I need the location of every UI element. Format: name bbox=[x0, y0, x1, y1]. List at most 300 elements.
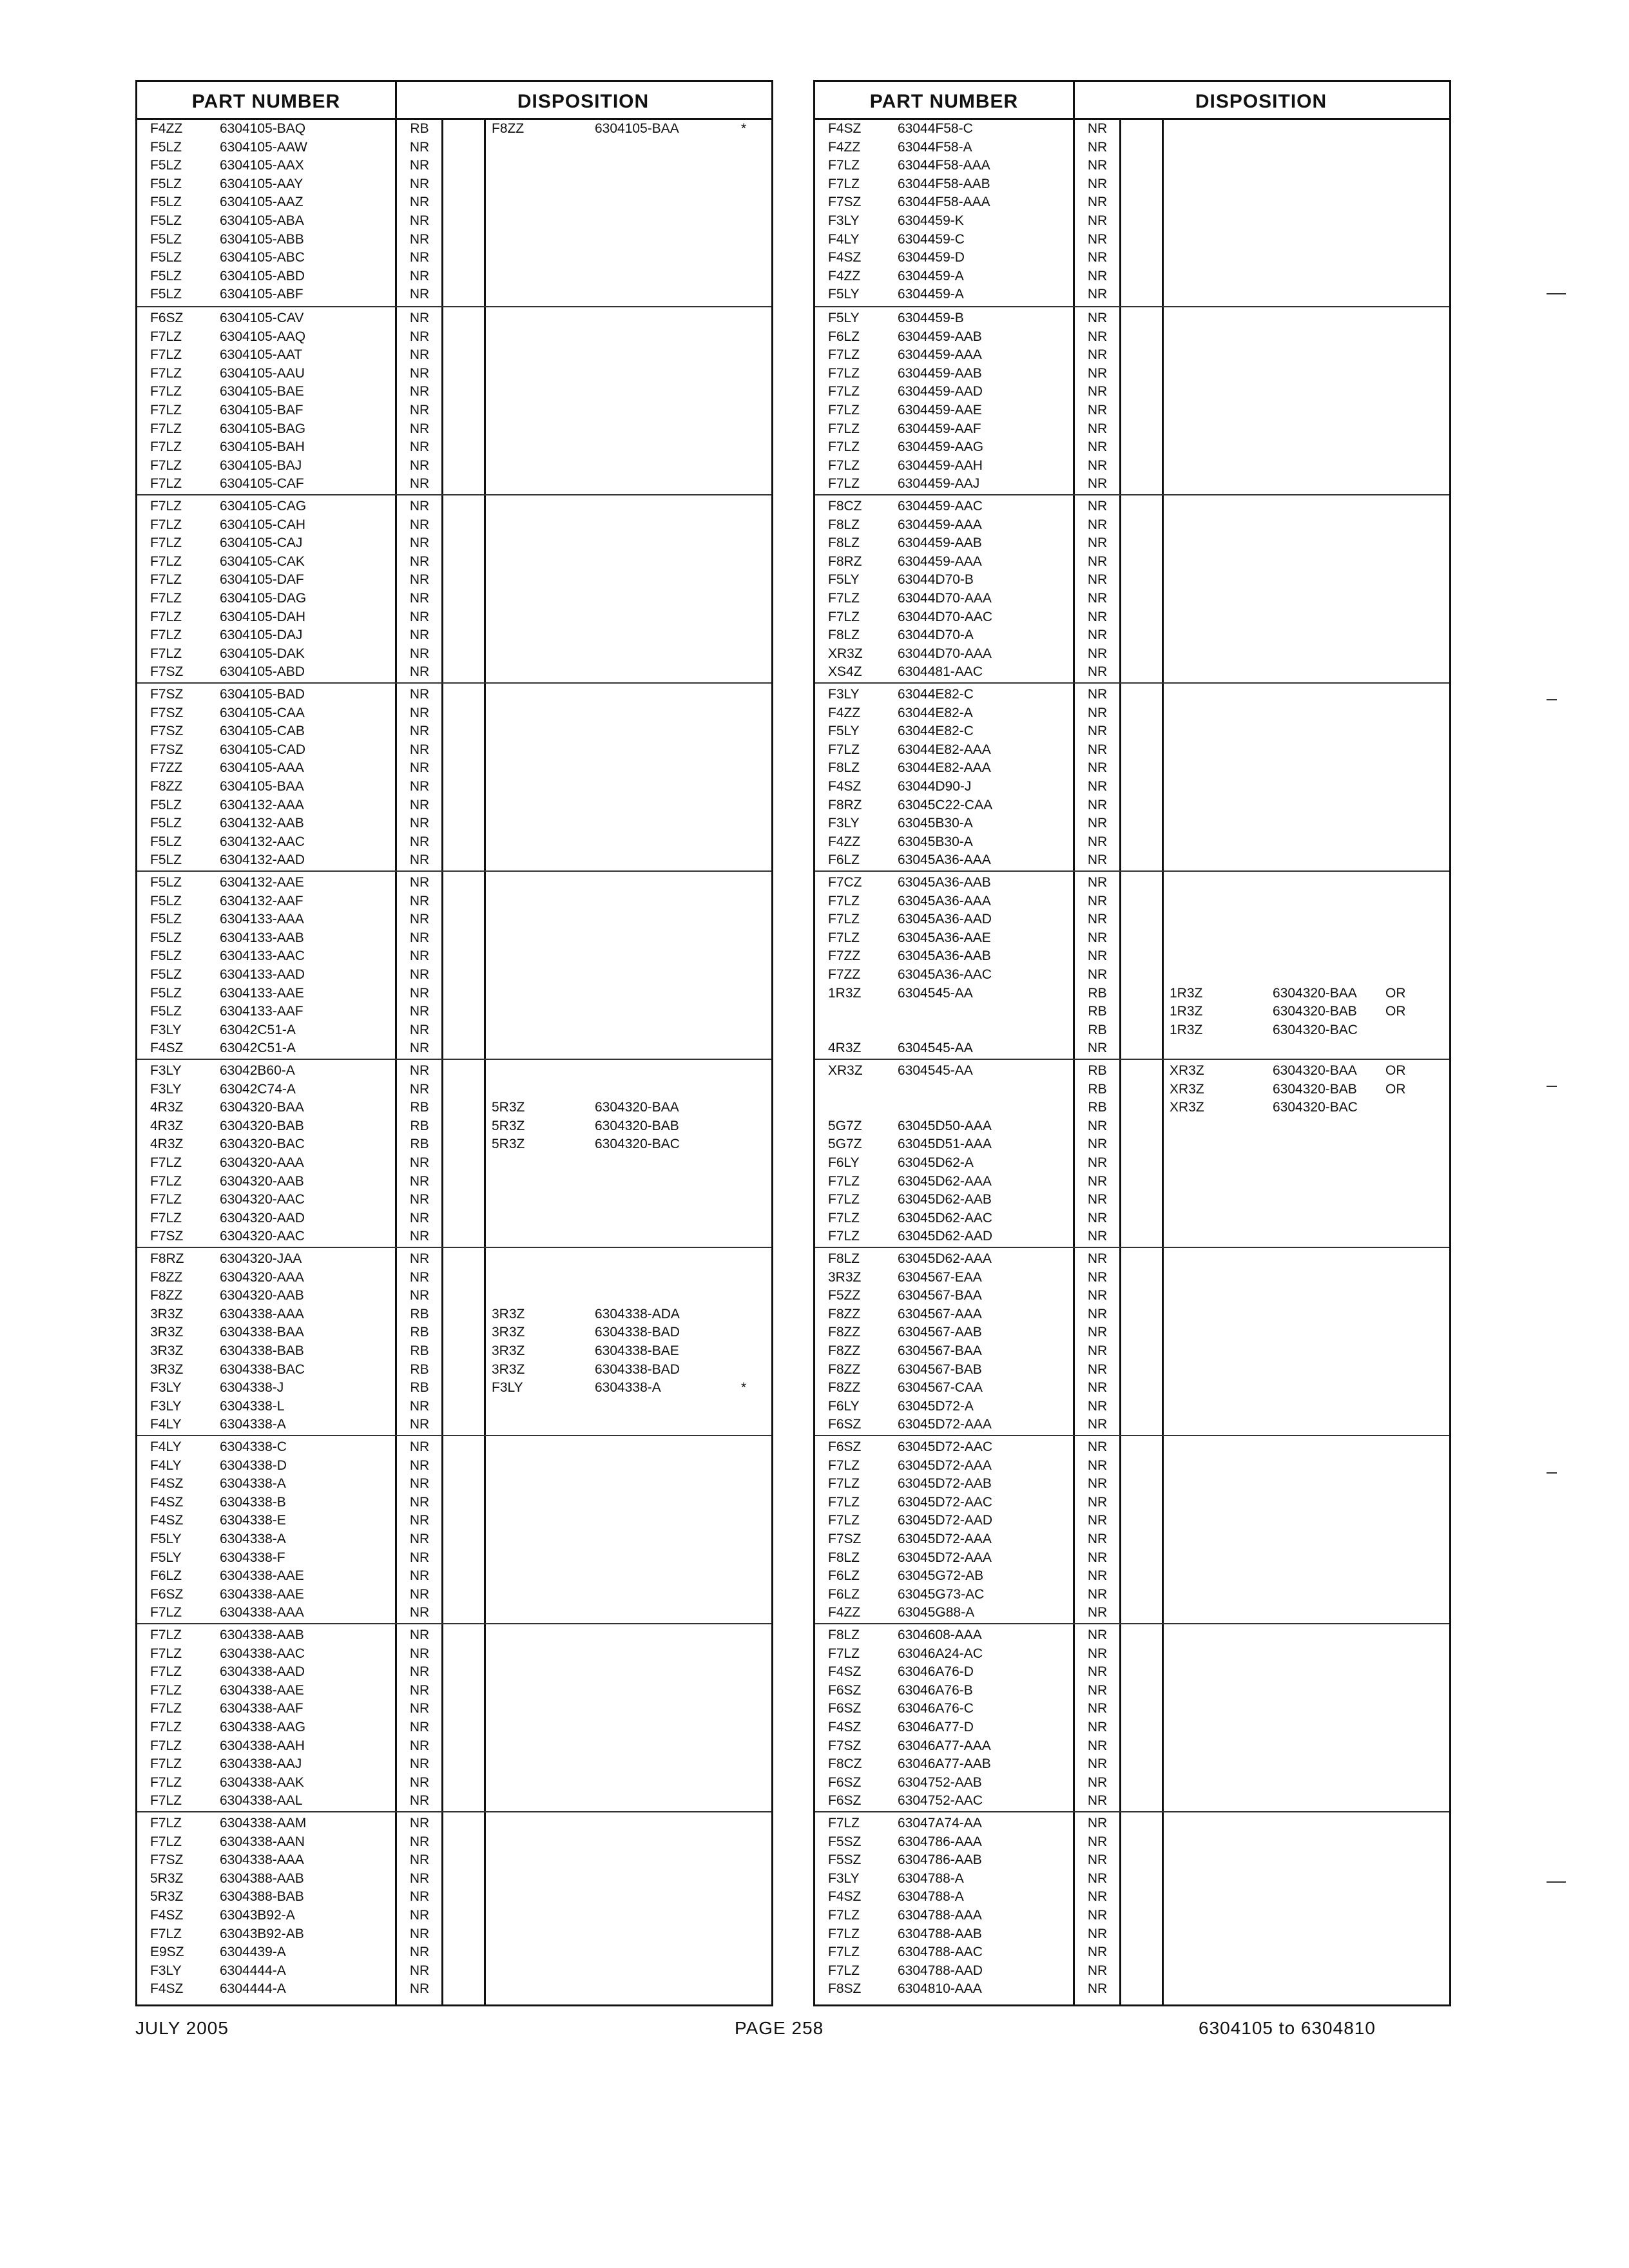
disposition-code: NR bbox=[409, 628, 430, 643]
disposition-code: NR bbox=[1087, 1118, 1108, 1133]
part-prefix: F8ZZ bbox=[150, 1288, 183, 1303]
part-number: 6304105-CAG bbox=[220, 499, 307, 514]
part-number: 63044D70-AAA bbox=[898, 646, 992, 661]
table-row bbox=[815, 645, 1449, 664]
disposition-code: NR bbox=[1087, 1192, 1108, 1207]
part-number: 63045G72-AB bbox=[898, 1568, 984, 1584]
table-row bbox=[815, 985, 1449, 1003]
disposition-code: NR bbox=[409, 1251, 430, 1266]
disposition-code: NR bbox=[1087, 1550, 1108, 1565]
part-prefix: F6LZ bbox=[828, 329, 860, 344]
part-number: 6304481-AAC bbox=[898, 664, 983, 680]
part-number: 6304444-A bbox=[220, 1981, 286, 1997]
table-row bbox=[137, 814, 771, 833]
table-row bbox=[137, 420, 771, 439]
part-prefix: F6SZ bbox=[150, 1586, 184, 1602]
table-row bbox=[137, 1663, 771, 1682]
part-number: 63046A76-B bbox=[898, 1682, 973, 1698]
replacement-prefix: 1R3Z bbox=[1170, 985, 1203, 1001]
disposition-code: NR bbox=[1087, 1774, 1108, 1790]
part-prefix: F7LZ bbox=[150, 1605, 182, 1620]
part-prefix: F5LZ bbox=[150, 231, 182, 247]
disposition-code: NR bbox=[409, 1041, 430, 1056]
table-row bbox=[815, 553, 1449, 572]
table-row bbox=[815, 1062, 1449, 1081]
disposition-code: NR bbox=[409, 329, 430, 344]
disposition-code: NR bbox=[409, 1926, 430, 1941]
part-prefix: F7LZ bbox=[828, 347, 860, 363]
part-number: 6304338-AAG bbox=[220, 1720, 306, 1735]
replacement-number: 6304338-BAD bbox=[595, 1361, 680, 1377]
part-number: 63045D72-AAA bbox=[898, 1417, 992, 1432]
part-prefix: F7ZZ bbox=[828, 967, 861, 982]
part-prefix: F7LZ bbox=[150, 1738, 182, 1753]
table-row bbox=[815, 438, 1449, 457]
disposition-code: NR bbox=[409, 1963, 430, 1978]
part-number: 6304459-AAA bbox=[898, 517, 982, 532]
part-prefix: F4ZZ bbox=[828, 705, 861, 720]
disposition-code: NR bbox=[1087, 572, 1108, 588]
part-number: 63046A77-AAB bbox=[898, 1756, 991, 1772]
part-prefix: F4SZ bbox=[150, 1476, 184, 1492]
part-prefix: F8ZZ bbox=[828, 1343, 861, 1358]
disposition-code: NR bbox=[409, 724, 430, 739]
table-row bbox=[815, 814, 1449, 833]
part-prefix: F3LY bbox=[828, 213, 860, 228]
part-number: 63046A24-AC bbox=[898, 1646, 983, 1661]
disposition-header: DISPOSITION bbox=[1195, 91, 1327, 112]
part-number: 6304439-A bbox=[220, 1945, 286, 1960]
part-prefix: 4R3Z bbox=[828, 1041, 862, 1056]
table-row bbox=[815, 401, 1449, 420]
part-prefix: 1R3Z bbox=[828, 985, 862, 1001]
table-row bbox=[137, 1342, 771, 1361]
part-number: 6304320-AAA bbox=[220, 1155, 304, 1170]
table-row bbox=[815, 1039, 1449, 1058]
table-row bbox=[137, 346, 771, 365]
part-prefix: F5LY bbox=[150, 1532, 182, 1546]
part-prefix: F7LZ bbox=[828, 1926, 860, 1941]
part-prefix: F7LZ bbox=[828, 439, 860, 455]
disposition-code: NR bbox=[409, 1816, 430, 1831]
table-row bbox=[815, 193, 1449, 212]
replacement-number: 6304338-BAD bbox=[595, 1325, 680, 1340]
part-prefix: F5LZ bbox=[150, 948, 182, 964]
disposition-code: NR bbox=[409, 499, 430, 514]
part-prefix: F7LZ bbox=[828, 1457, 860, 1473]
part-number: 6304459-C bbox=[898, 231, 965, 247]
part-prefix: F5SZ bbox=[828, 1852, 862, 1868]
replacement-number: 6304320-BAB bbox=[595, 1118, 679, 1133]
disposition-code: NR bbox=[409, 985, 430, 1001]
replacement-prefix: 3R3Z bbox=[492, 1361, 525, 1377]
disposition-code: NR bbox=[1087, 517, 1108, 532]
part-number: 6304338-AAB bbox=[220, 1628, 304, 1642]
part-prefix: F7LZ bbox=[150, 384, 182, 399]
note-asterisk: * bbox=[741, 121, 747, 136]
disposition-code: NR bbox=[409, 1532, 430, 1546]
table-row bbox=[815, 249, 1449, 267]
disposition-code: RB bbox=[410, 1118, 429, 1133]
part-prefix: F7LZ bbox=[150, 1816, 182, 1831]
part-number: 6304132-AAF bbox=[220, 893, 304, 908]
part-prefix: F7LZ bbox=[150, 499, 182, 514]
part-prefix: F5LZ bbox=[150, 875, 182, 890]
part-number: 6304105-CAA bbox=[220, 705, 305, 720]
table-row bbox=[137, 175, 771, 194]
part-prefix: F7LZ bbox=[828, 1494, 860, 1510]
disposition-code: NR bbox=[409, 1494, 430, 1510]
disposition-code: NR bbox=[409, 287, 430, 302]
part-number: 63045D50-AAA bbox=[898, 1118, 992, 1133]
margin-mark bbox=[1547, 293, 1566, 294]
table-row bbox=[137, 833, 771, 852]
part-prefix: F5LZ bbox=[150, 930, 182, 945]
disposition-code: NR bbox=[1087, 834, 1108, 849]
disposition-code: NR bbox=[1087, 912, 1108, 927]
disposition-code: NR bbox=[409, 1720, 430, 1735]
table-row bbox=[137, 1549, 771, 1568]
row-group bbox=[137, 1059, 771, 1245]
or-marker: OR bbox=[1385, 1081, 1406, 1097]
part-number: 6304545-AA bbox=[898, 985, 973, 1001]
part-number: 6304567-BAA bbox=[898, 1343, 982, 1358]
part-number: 6304105-DAF bbox=[220, 572, 304, 588]
part-number: 63044E82-A bbox=[898, 705, 973, 720]
table-row bbox=[815, 1457, 1449, 1475]
table-row bbox=[815, 741, 1449, 760]
part-prefix: F4LY bbox=[150, 1457, 182, 1473]
part-prefix: F7SZ bbox=[150, 1852, 184, 1868]
replacement-prefix: F3LY bbox=[492, 1380, 523, 1396]
table-row bbox=[137, 1003, 771, 1021]
disposition-code: NR bbox=[409, 1682, 430, 1698]
table-row bbox=[815, 874, 1449, 892]
row-group bbox=[815, 118, 1449, 303]
part-number: 6304105-ABB bbox=[220, 231, 304, 247]
footer-page-number: PAGE 258 bbox=[735, 2018, 824, 2038]
disposition-code: NR bbox=[409, 797, 430, 812]
table-row bbox=[137, 328, 771, 347]
table-row bbox=[815, 663, 1449, 682]
part-prefix: F7LZ bbox=[150, 628, 182, 643]
disposition-code: NR bbox=[1087, 1682, 1108, 1698]
table-row bbox=[137, 1700, 771, 1718]
part-number: 6304459-AAD bbox=[898, 384, 983, 399]
part-prefix: F3LY bbox=[828, 687, 860, 702]
table-row bbox=[137, 759, 771, 778]
disposition-code: NR bbox=[409, 421, 430, 436]
part-prefix: F8LZ bbox=[828, 1251, 860, 1266]
part-number: 63045D72-AAA bbox=[898, 1457, 992, 1473]
part-number: 6304105-CAV bbox=[220, 311, 304, 325]
part-number: 6304105-BAH bbox=[220, 439, 305, 455]
disposition-code: NR bbox=[1087, 329, 1108, 344]
disposition-code: NR bbox=[1087, 1981, 1108, 1997]
disposition-code: RB bbox=[1088, 1022, 1107, 1037]
disposition-code: NR bbox=[1087, 1605, 1108, 1620]
part-number: 6304788-A bbox=[898, 1870, 964, 1886]
disposition-code: NR bbox=[1087, 1325, 1108, 1340]
disposition-code: NR bbox=[1087, 1251, 1108, 1266]
disposition-code: NR bbox=[409, 1701, 430, 1716]
disposition-code: NR bbox=[409, 760, 430, 776]
table-row bbox=[137, 1870, 771, 1888]
disposition-code: RB bbox=[1088, 1100, 1107, 1115]
part-prefix: F7LZ bbox=[150, 553, 182, 569]
row-group bbox=[815, 1435, 1449, 1621]
disposition-code: NR bbox=[1087, 852, 1108, 868]
part-number: 6304786-AAA bbox=[898, 1834, 982, 1849]
table-row bbox=[815, 139, 1449, 157]
table-row bbox=[137, 497, 771, 516]
parts-table-right bbox=[813, 80, 1451, 2006]
part-prefix: F7LZ bbox=[828, 457, 860, 473]
disposition-code: NR bbox=[1087, 1926, 1108, 1941]
table-row bbox=[815, 1135, 1449, 1154]
part-number: 6304459-AAB bbox=[898, 365, 982, 381]
part-number: 6304105-BAF bbox=[220, 403, 304, 418]
table-header bbox=[815, 82, 1449, 120]
disposition-code: NR bbox=[1087, 121, 1108, 136]
part-prefix: F8LZ bbox=[828, 1550, 860, 1565]
disposition-code: NR bbox=[1087, 1532, 1108, 1546]
disposition-code: NR bbox=[409, 664, 430, 680]
replacement-number: 6304320-BAC bbox=[1273, 1022, 1358, 1037]
part-prefix: F5LZ bbox=[150, 852, 182, 868]
table-row bbox=[137, 1379, 771, 1398]
disposition-code: NR bbox=[409, 1417, 430, 1432]
part-prefix: F5LZ bbox=[150, 268, 182, 284]
part-prefix: F7LZ bbox=[150, 517, 182, 532]
part-number: 63043B92-A bbox=[220, 1908, 295, 1923]
replacement-prefix: 1R3Z bbox=[1170, 1004, 1203, 1019]
disposition-code: NR bbox=[409, 1288, 430, 1303]
part-prefix: F7LZ bbox=[828, 176, 860, 191]
disposition-code: NR bbox=[1087, 421, 1108, 436]
disposition-code: NR bbox=[409, 1945, 430, 1960]
part-number: 63045D62-AAC bbox=[898, 1210, 993, 1225]
disposition-code: NR bbox=[409, 1870, 430, 1886]
part-prefix: F7LZ bbox=[150, 439, 182, 455]
part-number: 6304459-B bbox=[898, 311, 964, 325]
part-number: 6304567-BAA bbox=[898, 1288, 982, 1303]
part-prefix: F8ZZ bbox=[828, 1361, 861, 1377]
part-number: 63042C51-A bbox=[220, 1022, 296, 1037]
part-prefix: F4ZZ bbox=[828, 1605, 861, 1620]
disposition-code: RB bbox=[410, 1343, 429, 1358]
footer-date: JULY 2005 bbox=[135, 2018, 229, 2038]
part-number: 6304459-AAC bbox=[898, 499, 983, 514]
table-row bbox=[815, 534, 1449, 553]
disposition-code: NR bbox=[409, 365, 430, 381]
part-prefix: F3LY bbox=[828, 1870, 860, 1886]
disposition-code: NR bbox=[409, 139, 430, 155]
table-row bbox=[815, 1269, 1449, 1287]
part-number: 6304133-AAE bbox=[220, 985, 304, 1001]
part-number: 6304338-AAD bbox=[220, 1664, 305, 1680]
disposition-code: NR bbox=[1087, 1343, 1108, 1358]
part-prefix: F7LZ bbox=[150, 1173, 182, 1189]
part-prefix: F7LZ bbox=[150, 457, 182, 473]
part-prefix: F7LZ bbox=[828, 1210, 860, 1225]
part-number: 6304567-CAA bbox=[898, 1380, 983, 1396]
table-row bbox=[137, 947, 771, 966]
part-prefix: F5LZ bbox=[150, 797, 182, 812]
part-prefix: F6LY bbox=[828, 1398, 860, 1414]
table-row bbox=[815, 1475, 1449, 1494]
part-number: 6304567-EAA bbox=[898, 1269, 982, 1285]
part-prefix: F5LZ bbox=[150, 893, 182, 908]
disposition-code: NR bbox=[1087, 1963, 1108, 1978]
table-row bbox=[815, 175, 1449, 194]
part-number: 63043B92-AB bbox=[220, 1926, 304, 1941]
part-number: 6304132-AAC bbox=[220, 834, 305, 849]
part-prefix: 5G7Z bbox=[828, 1118, 862, 1133]
disposition-code: NR bbox=[409, 1173, 430, 1189]
part-prefix: F7SZ bbox=[150, 687, 184, 702]
part-prefix: E9SZ bbox=[150, 1945, 184, 1960]
replacement-prefix: 3R3Z bbox=[492, 1306, 525, 1321]
table-row bbox=[815, 120, 1449, 139]
part-prefix: F6LZ bbox=[150, 1568, 182, 1584]
disposition-code: NR bbox=[409, 1022, 430, 1037]
disposition-code: NR bbox=[1087, 1568, 1108, 1584]
part-number: 6304338-AAE bbox=[220, 1586, 304, 1602]
part-number: 6304459-AAB bbox=[898, 329, 982, 344]
table-row bbox=[137, 929, 771, 948]
table-row bbox=[815, 892, 1449, 911]
disposition-code: NR bbox=[409, 1229, 430, 1244]
part-number: 6304459-AAF bbox=[898, 421, 981, 436]
table-row bbox=[137, 571, 771, 590]
table-row bbox=[137, 1718, 771, 1737]
part-number: 63044E82-C bbox=[898, 724, 974, 739]
table-header bbox=[137, 82, 771, 120]
table-row bbox=[137, 1814, 771, 1833]
table-row bbox=[815, 1209, 1449, 1228]
part-number: 6304105-DAH bbox=[220, 609, 306, 624]
table-row bbox=[137, 1567, 771, 1586]
part-number: 6304459-AAH bbox=[898, 457, 983, 473]
part-prefix: F7LZ bbox=[828, 1513, 860, 1528]
part-number: 6304752-AAB bbox=[898, 1774, 982, 1790]
table-row bbox=[815, 1494, 1449, 1512]
table-row bbox=[815, 1645, 1449, 1664]
part-number: 6304105-BAD bbox=[220, 687, 305, 702]
disposition-code: NR bbox=[409, 948, 430, 964]
part-prefix: F3LY bbox=[150, 1380, 182, 1396]
disposition-code: NR bbox=[409, 158, 430, 173]
table-row bbox=[137, 1833, 771, 1852]
disposition-code: NR bbox=[1087, 1701, 1108, 1716]
part-prefix: F5LZ bbox=[150, 985, 182, 1001]
table-row bbox=[137, 1154, 771, 1173]
part-prefix: F7SZ bbox=[150, 664, 184, 680]
part-prefix: XR3Z bbox=[828, 1063, 863, 1078]
table-row bbox=[815, 285, 1449, 304]
table-row bbox=[137, 1021, 771, 1040]
part-number: 6304320-AAB bbox=[220, 1173, 304, 1189]
part-prefix: 4R3Z bbox=[150, 1137, 184, 1152]
table-row bbox=[815, 212, 1449, 231]
disposition-code: NR bbox=[1087, 1380, 1108, 1396]
table-row bbox=[815, 1512, 1449, 1530]
row-group bbox=[137, 494, 771, 680]
disposition-code: NR bbox=[409, 1269, 430, 1285]
table-row bbox=[815, 571, 1449, 590]
part-number: 6304105-DAJ bbox=[220, 628, 303, 643]
part-prefix: F6SZ bbox=[828, 1682, 862, 1698]
or-marker: OR bbox=[1385, 1004, 1406, 1019]
table-row bbox=[815, 1925, 1449, 1944]
disposition-code: NR bbox=[1087, 1852, 1108, 1868]
part-prefix: F7LZ bbox=[828, 1908, 860, 1923]
table-row bbox=[137, 608, 771, 627]
row-group bbox=[815, 1247, 1449, 1433]
part-number: 63045G88-A bbox=[898, 1605, 975, 1620]
replacement-prefix: XR3Z bbox=[1170, 1063, 1204, 1078]
part-prefix: F7LZ bbox=[828, 384, 860, 399]
part-prefix: F5LY bbox=[828, 724, 860, 739]
table-row bbox=[137, 1755, 771, 1774]
part-prefix: F7LZ bbox=[150, 421, 182, 436]
part-prefix: F5LZ bbox=[150, 195, 182, 210]
part-prefix: F7LZ bbox=[150, 609, 182, 624]
part-number: 6304105-AAU bbox=[220, 365, 305, 381]
row-group bbox=[137, 1247, 771, 1433]
part-number: 6304133-AAB bbox=[220, 930, 304, 945]
table-row bbox=[137, 1227, 771, 1246]
table-row bbox=[137, 1530, 771, 1549]
part-number: 6304320-BAA bbox=[220, 1100, 304, 1115]
disposition-code: NR bbox=[1087, 1210, 1108, 1225]
disposition-code: NR bbox=[1087, 1229, 1108, 1244]
table-row bbox=[815, 1379, 1449, 1398]
disposition-code: NR bbox=[1087, 347, 1108, 363]
part-number: 63042C74-A bbox=[220, 1081, 296, 1097]
part-number: 63045D72-AAA bbox=[898, 1532, 992, 1546]
disposition-code: NR bbox=[1087, 1173, 1108, 1189]
disposition-code: NR bbox=[409, 311, 430, 325]
part-number: 6304338-F bbox=[220, 1550, 285, 1565]
part-number: 6304338-J bbox=[220, 1380, 284, 1396]
disposition-code: NR bbox=[1087, 742, 1108, 757]
table-row bbox=[815, 1173, 1449, 1191]
disposition-code: NR bbox=[1087, 158, 1108, 173]
part-number: 6304338-AAJ bbox=[220, 1756, 302, 1772]
disposition-code: NR bbox=[1087, 967, 1108, 982]
disposition-code: NR bbox=[1087, 250, 1108, 265]
disposition-code: NR bbox=[1087, 816, 1108, 831]
replacement-number: 6304320-BAC bbox=[595, 1137, 680, 1152]
table-row bbox=[137, 686, 771, 704]
disposition-code: NR bbox=[1087, 1664, 1108, 1680]
part-prefix: F8ZZ bbox=[828, 1380, 861, 1396]
disposition-code: NR bbox=[409, 1834, 430, 1849]
row-group bbox=[137, 1623, 771, 1809]
part-prefix: F6SZ bbox=[828, 1774, 862, 1790]
part-prefix: F4ZZ bbox=[828, 268, 861, 284]
part-number: 6304320-AAC bbox=[220, 1192, 305, 1207]
disposition-code: NR bbox=[409, 852, 430, 868]
disposition-code: RB bbox=[1088, 985, 1107, 1001]
part-number: 63044D70-AAC bbox=[898, 609, 993, 624]
part-prefix: 4R3Z bbox=[150, 1100, 184, 1115]
disposition-code: NR bbox=[1087, 499, 1108, 514]
part-prefix: F5LZ bbox=[150, 912, 182, 927]
part-prefix: F5LZ bbox=[150, 287, 182, 302]
